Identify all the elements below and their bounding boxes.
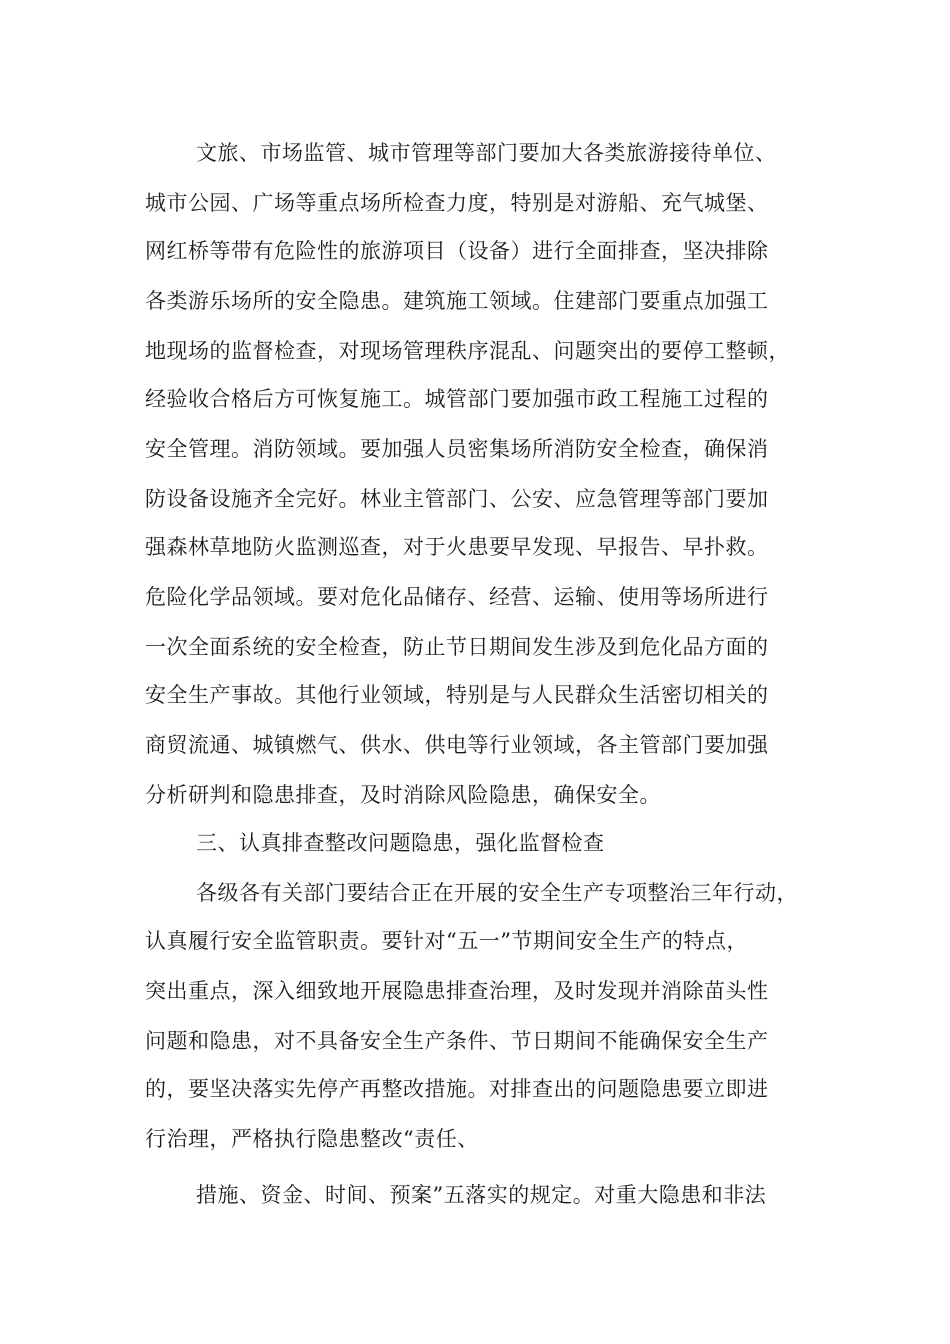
text-line: 问题和隐患，对不具备安全生产条件、节日期间不能确保安全生产	[145, 1029, 769, 1053]
text-line: 安全生产事故。其他行业领域，特别是与人民群众生活密切相关的	[145, 683, 769, 707]
text-line: 强森林草地防火监测巡查，对于火患要早发现、早报告、早扑救。	[145, 535, 769, 559]
text-line: 防设备设施齐全完好。林业主管部门、公安、应急管理等部门要加	[145, 487, 769, 511]
text-line: 安全管理。消防领域。要加强人员密集场所消防安全检查，确保消	[145, 437, 769, 461]
text-line: 城市公园、广场等重点场所检查力度，特别是对游船、充气城堡、	[145, 191, 769, 215]
text-line: 各类游乐场所的安全隐患。建筑施工领域。住建部门要重点加强工	[145, 289, 769, 313]
text-line: 一次全面系统的安全检查，防止节日期间发生涉及到危化品方面的	[145, 635, 769, 659]
text-line: 地现场的监督检查，对现场管理秩序混乱、问题突出的要停工整顿，	[145, 339, 790, 363]
text-line: 行治理，严格执行隐患整改“责任、	[145, 1127, 479, 1151]
text-line: 认真履行安全监管职责。要针对“五一”节期间安全生产的特点，	[145, 929, 748, 953]
text-line: 突出重点，深入细致地开展隐患排查治理，及时发现并消除苗头性	[145, 979, 769, 1003]
text-line: 的，要坚决落实先停产再整改措施。对排查出的问题隐患要立即进	[145, 1077, 769, 1101]
text-line: 各级各有关部门要结合正在开展的安全生产专项整治三年行动，	[196, 881, 798, 905]
text-line: 商贸流通、城镇燃气、供水、供电等行业领域，各主管部门要加强	[145, 733, 769, 757]
section-heading: 三、认真排查整改问题隐患，强化监督检查	[196, 831, 605, 855]
text-line: 危险化学品领域。要对危化品储存、经营、运输、使用等场所进行	[145, 585, 769, 609]
text-line: 文旅、市场监管、城市管理等部门要加大各类旅游接待单位、	[196, 141, 777, 165]
text-line: 网红桥等带有危险性的旅游项目（设备）进行全面排查，坚决排除	[145, 239, 769, 263]
text-line: 经验收合格后方可恢复施工。城管部门要加强市政工程施工过程的	[145, 387, 769, 411]
text-line: 措施、资金、时间、预案”五落实的规定。对重大隐患和非法	[196, 1183, 767, 1207]
text-line: 分析研判和隐患排查，及时消除风险隐患，确保安全。	[145, 783, 661, 807]
